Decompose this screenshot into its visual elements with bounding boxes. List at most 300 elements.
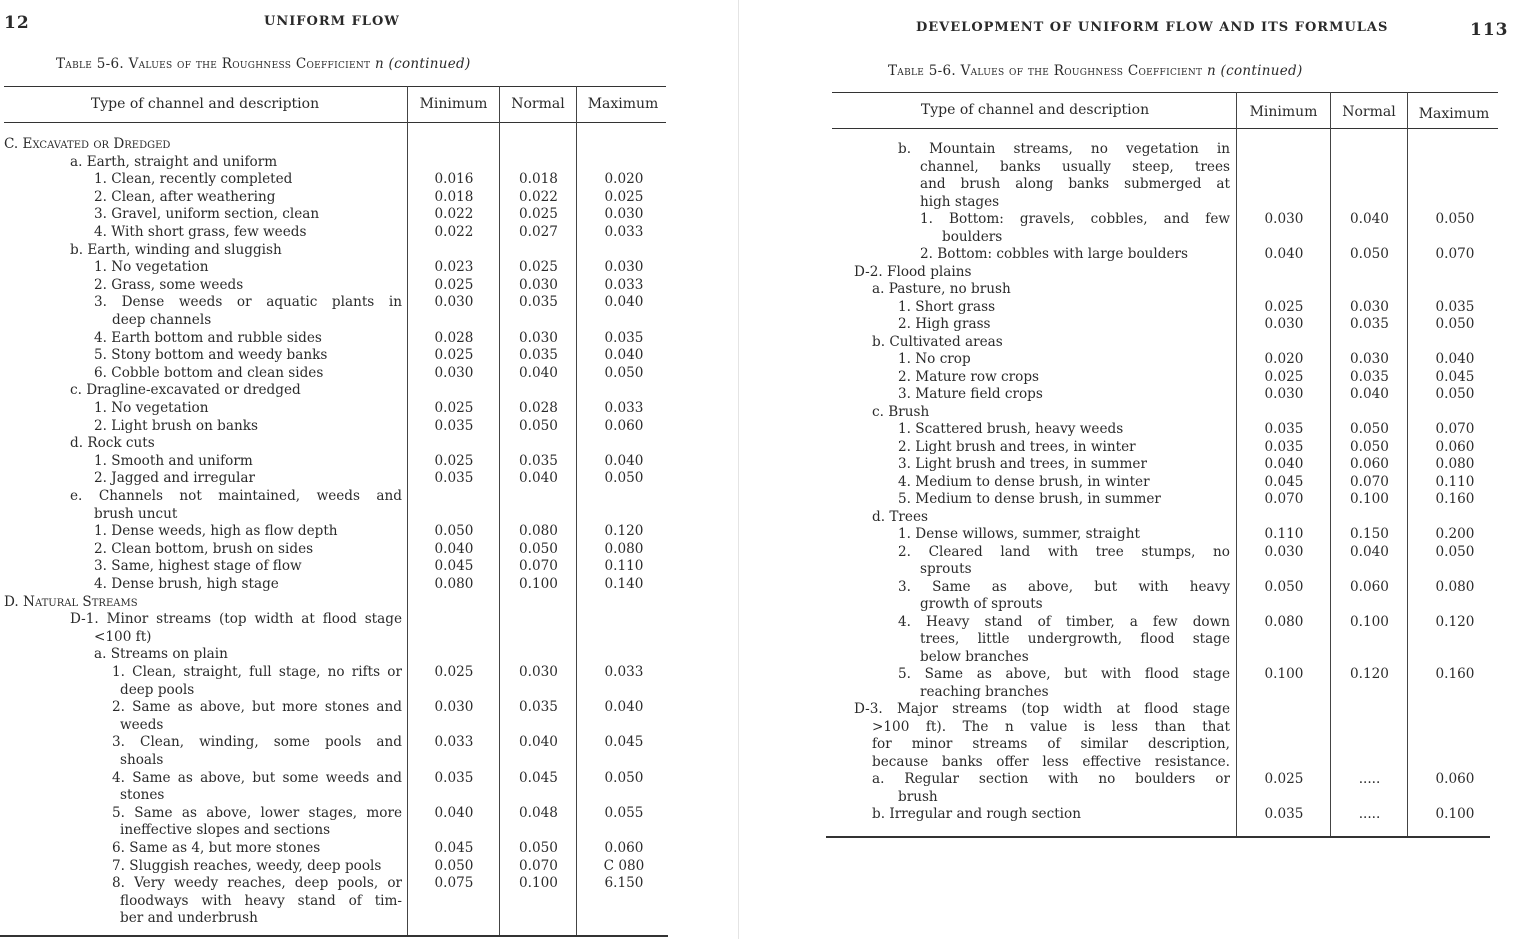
- minimum-value: 0.035: [434, 769, 474, 786]
- minimum-value: 0.050: [434, 857, 474, 874]
- maximum-value: 0.040: [604, 452, 644, 469]
- row-description: 5. Same as above, lower stages, more: [112, 804, 402, 821]
- table-row: [770, 351, 1515, 368]
- table-row: [770, 439, 1515, 456]
- maximum-value: 0.033: [604, 664, 644, 680]
- col-header-normal: Normal: [511, 96, 565, 112]
- normal-value: 0.040: [519, 364, 558, 381]
- row-description: deep pools: [120, 681, 195, 698]
- row-description: channel, banks usually steep, trees: [920, 158, 1230, 175]
- minimum-value: 0.025: [434, 452, 474, 469]
- normal-value: 0.030: [519, 276, 558, 293]
- row-description: c. Brush: [872, 403, 930, 420]
- roughness-table: [770, 0, 1515, 939]
- row-description: reaching branches: [920, 683, 1049, 700]
- row-description: D-2. Flood plains: [854, 263, 972, 280]
- table-row: [770, 264, 1515, 281]
- table-row: [770, 701, 1515, 718]
- row-description: 2. Same as above, but more stones and: [112, 699, 402, 716]
- normal-value: 0.120: [1350, 666, 1389, 682]
- table-row: [0, 453, 700, 470]
- caption-n: n: [374, 56, 384, 72]
- table-row: [770, 579, 1515, 596]
- normal-value: 0.050: [1350, 421, 1389, 437]
- maximum-value: 0.050: [604, 364, 644, 381]
- row-description: because banks offer less effective resistance.: [872, 753, 1230, 770]
- table-row: [0, 206, 700, 223]
- maximum-value: 0.140: [604, 576, 644, 592]
- row-description: 4. With short grass, few weeds: [94, 224, 307, 240]
- table-row: [0, 259, 700, 276]
- row-description: 6. Same as 4, but more stones: [112, 840, 321, 856]
- caption-n: n: [1206, 63, 1216, 79]
- minimum-value: 0.035: [434, 470, 474, 487]
- row-description: 2. Clean, after weathering: [94, 188, 276, 205]
- table-row: [0, 506, 700, 523]
- row-description: deep channels: [112, 312, 212, 328]
- minimum-value: 0.030: [434, 364, 474, 381]
- row-description: d. Rock cuts: [70, 435, 155, 452]
- page-number: 12: [4, 13, 30, 33]
- table-row: [770, 719, 1515, 736]
- row-description: ineffective slopes and sections: [120, 822, 331, 839]
- row-description: 2. Grass, some weeds: [94, 276, 244, 293]
- row-description: C. Excavated or Dredged: [4, 136, 171, 152]
- row-description: D. Natural Streams: [4, 593, 138, 610]
- row-description: 3. Same, highest stage of flow: [94, 558, 302, 575]
- table-row: [770, 421, 1515, 438]
- row-description: 1. No vegetation: [94, 400, 209, 416]
- row-description: D-1. Minor streams (top width at flood stage: [70, 611, 402, 628]
- running-head: DEVELOPMENT OF UNIFORM FLOW AND ITS FORMULAS: [916, 20, 1389, 35]
- row-description: below branches: [920, 648, 1029, 665]
- normal-value: 0.070: [1350, 473, 1389, 490]
- table-row: [770, 386, 1515, 403]
- minimum-value: 0.023: [434, 259, 474, 276]
- row-description: shoals: [120, 752, 164, 768]
- page-number: 113: [1470, 20, 1509, 40]
- row-description: trees, little undergrowth, flood stage: [920, 631, 1230, 647]
- normal-value: 0.040: [1350, 211, 1389, 227]
- normal-value: 0.080: [519, 523, 558, 540]
- row-description: 2. Clean bottom, brush on sides: [94, 540, 314, 557]
- minimum-value: 0.022: [434, 224, 474, 240]
- row-description: 1. No crop: [898, 351, 971, 367]
- minimum-value: 0.022: [434, 206, 474, 223]
- col-header-normal: Normal: [1342, 104, 1396, 120]
- table-row: [0, 470, 700, 487]
- row-description: 4. Dense brush, high stage: [94, 576, 279, 592]
- row-description: 3. Same as above, but with heavy: [898, 578, 1230, 595]
- maximum-value: 0.033: [604, 400, 644, 416]
- minimum-value: 0.075: [434, 875, 474, 892]
- normal-value: 0.040: [519, 470, 558, 487]
- table-top-rule: [832, 92, 1498, 93]
- header-rule: [832, 128, 1498, 129]
- maximum-value: 6.150: [604, 875, 644, 892]
- table-row: [770, 141, 1515, 158]
- table-row: [770, 736, 1515, 753]
- table-row: [0, 435, 700, 452]
- maximum-value: 0.060: [1435, 438, 1475, 455]
- row-description: 7. Sluggish reaches, weedy, deep pools: [112, 857, 382, 874]
- left-page: [0, 0, 700, 939]
- table-row: [0, 224, 700, 241]
- maximum-value: 0.030: [604, 206, 644, 223]
- table-row: [0, 734, 700, 751]
- minimum-value: 0.035: [434, 417, 474, 434]
- table-row: [0, 893, 700, 910]
- minimum-value: 0.030: [434, 699, 474, 716]
- maximum-value: 0.040: [1435, 351, 1475, 367]
- maximum-value: 0.045: [604, 734, 644, 751]
- normal-value: 0.018: [519, 171, 558, 188]
- table-row: [0, 189, 700, 206]
- row-description: boulders: [942, 228, 1003, 245]
- col-header-maximum: Maximum: [1418, 106, 1490, 122]
- table-row: [0, 488, 700, 505]
- right-page: [770, 0, 1515, 939]
- minimum-value: 0.025: [1264, 368, 1304, 385]
- normal-value: 0.060: [1350, 456, 1389, 472]
- row-description: 1. Scattered brush, heavy weeds: [898, 421, 1124, 437]
- maximum-value: 0.070: [1435, 246, 1475, 262]
- maximum-value: 0.050: [1435, 543, 1475, 560]
- row-description: 8. Very weedy reaches, deep pools, or: [112, 875, 402, 892]
- table-row: [0, 242, 700, 259]
- row-description: 5. Medium to dense brush, in summer: [898, 491, 1161, 507]
- minimum-value: 0.070: [1264, 491, 1304, 507]
- table-row: [770, 159, 1515, 176]
- table-row: [770, 631, 1515, 648]
- table-row: [770, 649, 1515, 666]
- normal-value: 0.035: [519, 699, 558, 716]
- normal-value: 0.035: [519, 294, 558, 311]
- row-description: 1. No vegetation: [94, 259, 209, 276]
- table-row: [770, 229, 1515, 246]
- col-header-description: Type of channel and description: [90, 96, 320, 112]
- table-row: [0, 646, 700, 663]
- row-description: 1. Bottom: gravels, cobbles, and few: [920, 211, 1230, 227]
- row-description: brush uncut: [94, 505, 178, 522]
- row-description: a. Regular section with no boulders or: [872, 771, 1230, 787]
- table-row: [0, 558, 700, 575]
- maximum-value: 0.033: [604, 224, 644, 240]
- maximum-value: 0.020: [604, 171, 644, 188]
- table-row: [0, 910, 700, 927]
- maximum-value: 0.120: [604, 523, 644, 540]
- table-row: [770, 596, 1515, 613]
- normal-value: 0.070: [519, 558, 558, 575]
- table-row: [770, 211, 1515, 228]
- table-row: [770, 509, 1515, 526]
- normal-value: 0.040: [1350, 543, 1389, 560]
- table-row: [0, 752, 700, 769]
- row-description: 1. Dense weeds, high as flow depth: [94, 523, 338, 540]
- table-row: [770, 369, 1515, 386]
- minimum-value: 0.025: [1264, 298, 1304, 315]
- table-row: [0, 154, 700, 171]
- minimum-value: 0.035: [1264, 806, 1304, 822]
- row-description: 1. Clean, straight, full stage, no rifts or: [112, 664, 402, 680]
- row-description: floodways with heavy stand of tim-: [120, 892, 402, 909]
- row-description: 2. Bottom: cobbles with large boulders: [920, 246, 1189, 262]
- maximum-value: 0.030: [604, 259, 644, 276]
- table-row: [0, 787, 700, 804]
- normal-value: 0.050: [1350, 438, 1389, 455]
- minimum-value: 0.030: [1264, 543, 1304, 560]
- normal-value: 0.045: [519, 769, 558, 786]
- normal-value: 0.030: [519, 329, 558, 346]
- row-description: <100 ft): [94, 628, 152, 645]
- table-row: [0, 541, 700, 558]
- maximum-value: 0.040: [604, 347, 644, 364]
- table-row: [0, 594, 700, 611]
- table-row: [0, 382, 700, 399]
- table-row: [770, 806, 1515, 823]
- minimum-value: 0.016: [434, 171, 474, 188]
- table-row: [770, 544, 1515, 561]
- maximum-value: 0.050: [1435, 211, 1475, 227]
- minimum-value: 0.045: [434, 558, 474, 575]
- maximum-value: 0.025: [604, 188, 644, 205]
- row-description: 5. Same as above, but with flood stage: [898, 666, 1230, 682]
- minimum-value: 0.100: [1264, 666, 1304, 682]
- table-row: [770, 456, 1515, 473]
- minimum-value: 0.035: [1264, 421, 1304, 437]
- roughness-table: [0, 0, 700, 939]
- table-top-rule: [4, 86, 666, 87]
- table-row: [770, 789, 1515, 806]
- table-row: [0, 400, 700, 417]
- minimum-value: 0.040: [434, 804, 474, 821]
- maximum-value: 0.050: [1435, 316, 1475, 332]
- maximum-value: 0.060: [1435, 771, 1475, 787]
- normal-value: 0.035: [1350, 368, 1389, 385]
- row-description: d. Trees: [872, 508, 928, 525]
- row-description: 2. Mature row crops: [898, 368, 1040, 385]
- maximum-value: 0.033: [604, 276, 644, 293]
- maximum-value: C 080: [603, 857, 645, 874]
- maximum-value: 0.045: [1435, 368, 1475, 385]
- table-row: [770, 614, 1515, 631]
- caption-continued: (continued): [1220, 63, 1303, 79]
- normal-value: 0.050: [1350, 246, 1389, 262]
- table-row: [770, 474, 1515, 491]
- running-head: UNIFORM FLOW: [264, 14, 400, 29]
- row-description: stones: [120, 787, 165, 804]
- col-header-minimum: Minimum: [1249, 104, 1318, 120]
- row-description: 3. Dense weeds or aquatic plants in: [94, 294, 402, 311]
- row-description: 5. Stony bottom and weedy banks: [94, 347, 328, 364]
- maximum-value: 0.110: [604, 558, 644, 575]
- table-row: [0, 347, 700, 364]
- normal-value: 0.050: [519, 417, 558, 434]
- table-row: [0, 523, 700, 540]
- table-row: [0, 576, 700, 593]
- table-row: [770, 194, 1515, 211]
- table-row: [770, 316, 1515, 333]
- row-description: e. Channels not maintained, weeds and: [70, 488, 402, 504]
- table-row: [0, 822, 700, 839]
- row-description: c. Dragline-excavated or dredged: [70, 382, 301, 399]
- maximum-value: 0.035: [604, 329, 644, 346]
- caption-text: Table 5-6. Values of the Roughness Coefficient: [888, 63, 1203, 79]
- row-description: for minor streams of similar description,: [872, 736, 1230, 752]
- row-description: a. Pasture, no brush: [872, 281, 1011, 297]
- row-description: 2. Jagged and irregular: [94, 470, 255, 487]
- maximum-value: 0.050: [604, 470, 644, 487]
- minimum-value: 0.050: [1264, 578, 1304, 595]
- col-header-minimum: Minimum: [419, 96, 488, 112]
- row-description: 4. Medium to dense brush, in winter: [898, 473, 1150, 490]
- maximum-value: 0.100: [1435, 806, 1475, 822]
- normal-value: 0.050: [519, 540, 558, 557]
- row-description: 1. Smooth and uniform: [94, 452, 253, 469]
- table-row: [770, 754, 1515, 771]
- minimum-value: 0.033: [434, 734, 474, 751]
- maximum-value: 0.060: [604, 417, 644, 434]
- table-bottom-rule: [826, 836, 1490, 838]
- maximum-value: 0.080: [1435, 578, 1475, 595]
- normal-value: 0.035: [519, 347, 558, 364]
- table-row: [0, 770, 700, 787]
- row-description: 1. Short grass: [898, 298, 996, 315]
- table-row: [0, 312, 700, 329]
- minimum-value: 0.025: [434, 276, 474, 293]
- maximum-value: 0.080: [604, 540, 644, 557]
- table-row: [0, 629, 700, 646]
- minimum-value: 0.030: [1264, 316, 1304, 332]
- caption-text: Table 5-6. Values of the Roughness Coefficient: [56, 56, 371, 72]
- minimum-value: 0.030: [434, 294, 474, 311]
- minimum-value: 0.025: [434, 664, 474, 680]
- maximum-value: 0.060: [604, 840, 644, 856]
- table-row: [770, 666, 1515, 683]
- row-description: and brush along banks submerged at: [920, 176, 1230, 192]
- normal-value: 0.100: [519, 576, 558, 592]
- normal-value: 0.070: [519, 857, 558, 874]
- normal-value: 0.100: [519, 875, 558, 892]
- minimum-value: 0.028: [434, 329, 474, 346]
- minimum-value: 0.025: [1264, 771, 1304, 787]
- table-row: [0, 171, 700, 188]
- maximum-value: 0.040: [604, 294, 644, 311]
- col-header-maximum: Maximum: [587, 96, 659, 112]
- table-row: [770, 334, 1515, 351]
- row-description: 4. Earth bottom and rubble sides: [94, 329, 322, 346]
- table-row: [0, 136, 700, 153]
- row-description: 2. Light brush and trees, in winter: [898, 438, 1136, 455]
- maximum-value: 0.110: [1435, 473, 1475, 490]
- row-description: a. Streams on plain: [94, 646, 228, 663]
- table-row: [770, 684, 1515, 701]
- normal-value: 0.150: [1350, 526, 1389, 542]
- maximum-value: 0.040: [604, 699, 644, 716]
- table-bottom-rule: [0, 935, 668, 937]
- row-description: 3. Light brush and trees, in summer: [898, 456, 1147, 472]
- row-description: 4. Same as above, but some weeds and: [112, 769, 402, 786]
- normal-value: 0.048: [519, 804, 558, 821]
- row-description: 2. Cleared land with tree stumps, no: [898, 543, 1230, 560]
- table-row: [0, 805, 700, 822]
- table-row: [0, 365, 700, 382]
- maximum-value: 0.200: [1435, 526, 1475, 542]
- normal-value: 0.100: [1350, 613, 1389, 630]
- table-row: [0, 294, 700, 311]
- maximum-value: 0.160: [1435, 491, 1475, 507]
- row-description: a. Earth, straight and uniform: [70, 153, 278, 170]
- table-row: [0, 699, 700, 716]
- normal-value: 0.027: [519, 224, 558, 240]
- normal-value: 0.050: [519, 840, 558, 856]
- normal-value: 0.030: [1350, 351, 1389, 367]
- row-description: sprouts: [920, 561, 972, 577]
- minimum-value: 0.018: [434, 188, 474, 205]
- col-header-description: Type of channel and description: [920, 102, 1150, 118]
- row-description: 6. Cobble bottom and clean sides: [94, 364, 324, 381]
- row-description: >100 ft). The n value is less than that: [872, 718, 1230, 735]
- table-row: [0, 682, 700, 699]
- row-description: 1. Dense willows, summer, straight: [898, 526, 1140, 542]
- normal-value: 0.030: [1350, 298, 1389, 315]
- minimum-value: 0.025: [434, 400, 474, 416]
- header-rule: [4, 122, 666, 123]
- normal-value: 0.035: [519, 452, 558, 469]
- normal-value: 0.035: [1350, 316, 1389, 332]
- table-row: [770, 771, 1515, 788]
- table-row: [770, 404, 1515, 421]
- table-row: [0, 717, 700, 734]
- normal-value: .....: [1358, 771, 1381, 787]
- row-description: b. Mountain streams, no vegetation in: [898, 141, 1230, 157]
- minimum-value: 0.040: [1264, 456, 1304, 472]
- maximum-value: 0.035: [1435, 298, 1475, 315]
- table-row: [0, 875, 700, 892]
- table-row: [0, 330, 700, 347]
- row-description: weeds: [120, 716, 164, 733]
- minimum-value: 0.030: [1264, 211, 1304, 227]
- row-description: high stages: [920, 193, 1000, 210]
- minimum-value: 0.045: [1264, 473, 1304, 490]
- minimum-value: 0.035: [1264, 438, 1304, 455]
- row-description: 3. Mature field crops: [898, 386, 1043, 402]
- row-description: 3. Gravel, uniform section, clean: [94, 206, 320, 223]
- maximum-value: 0.050: [1435, 386, 1475, 402]
- minimum-value: 0.045: [434, 840, 474, 856]
- table-row: [0, 858, 700, 875]
- table-row: [0, 277, 700, 294]
- maximum-value: 0.080: [1435, 456, 1475, 472]
- table-row: [0, 418, 700, 435]
- row-description: D-3. Major streams (top width at flood stage: [854, 701, 1230, 717]
- table-row: [770, 281, 1515, 298]
- table-row: [770, 526, 1515, 543]
- table-row: [0, 840, 700, 857]
- minimum-value: 0.025: [434, 347, 474, 364]
- normal-value: 0.025: [519, 259, 558, 276]
- normal-value: 0.100: [1350, 491, 1389, 507]
- row-description: brush: [898, 788, 938, 805]
- maximum-value: 0.120: [1435, 613, 1475, 630]
- normal-value: 0.025: [519, 206, 558, 223]
- row-description: ber and underbrush: [120, 910, 258, 927]
- row-description: b. Irregular and rough section: [872, 806, 1081, 822]
- normal-value: 0.022: [519, 188, 558, 205]
- minimum-value: 0.040: [434, 540, 474, 557]
- table-row: [770, 491, 1515, 508]
- page-gutter: [738, 0, 739, 939]
